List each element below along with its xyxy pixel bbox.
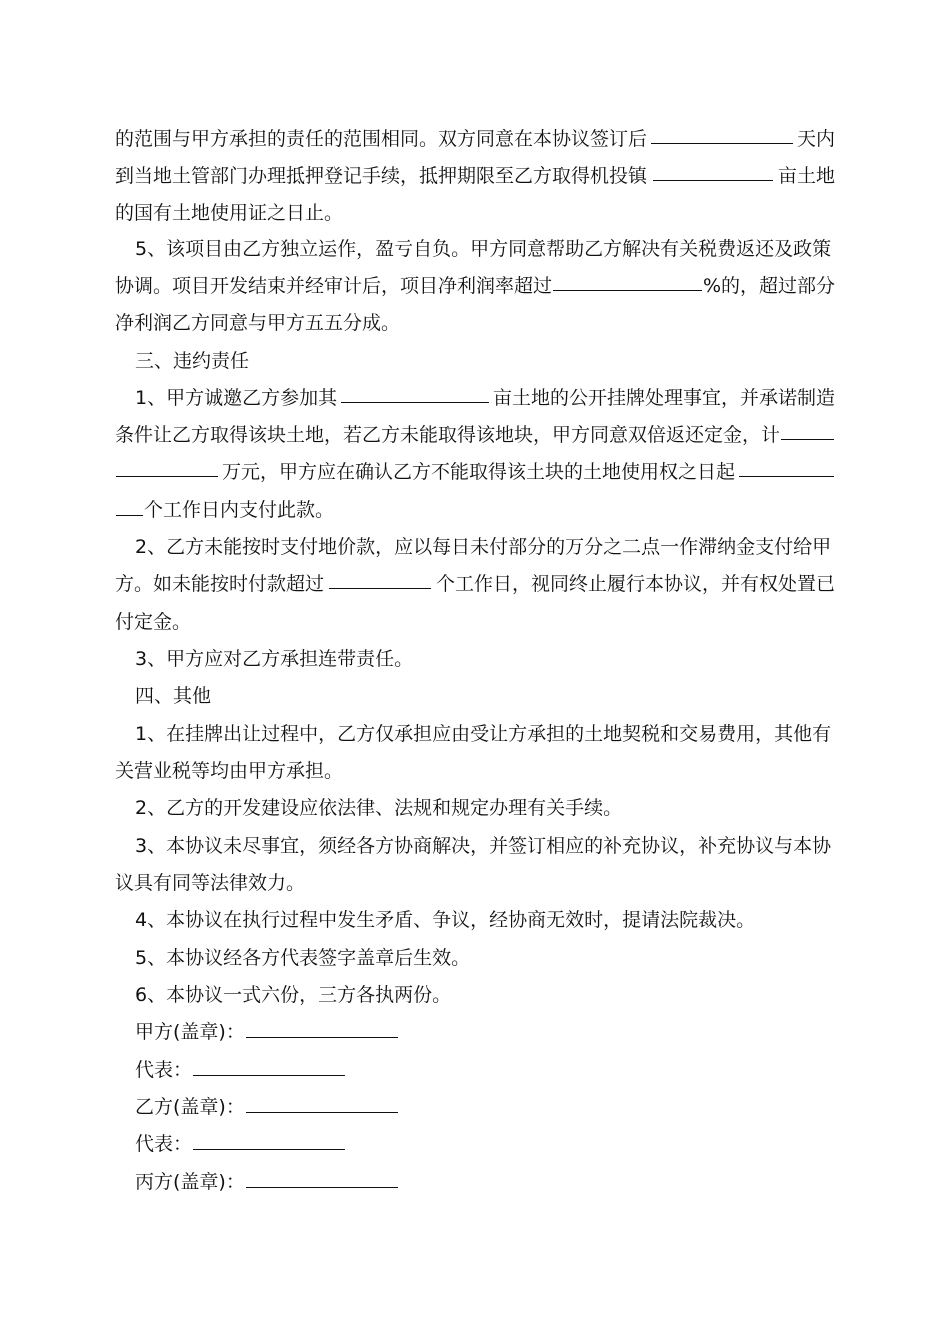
signature-line-representative xyxy=(135,1056,835,1084)
text-line xyxy=(135,235,835,263)
signature-blank[interactable] xyxy=(246,1019,398,1038)
text-line xyxy=(135,384,835,412)
text-line xyxy=(135,981,835,1009)
text-segment: 4、本协议在执行过程中发生矛盾、争议，经协商无效时，提请法院裁决。 xyxy=(135,909,756,931)
text-segment: 万元，甲方应在确认乙方不能取得该土块的土地使用权之日起 xyxy=(221,461,735,483)
signature-label: 代表： xyxy=(135,1059,193,1081)
text-line xyxy=(135,720,835,748)
text-segment: 四、其他 xyxy=(135,685,212,707)
signature-label: 甲方(盖章)： xyxy=(135,1021,245,1043)
text-segment: 2、乙方未能按时支付地价款，应以每日未付部分的万分之二点一作滞纳金支付给甲 xyxy=(135,536,832,558)
section-heading xyxy=(135,347,835,375)
fill-in-blank[interactable] xyxy=(116,497,143,516)
fill-in-blank[interactable] xyxy=(553,272,702,291)
text-segment: 议具有同等法律效力。 xyxy=(115,872,306,894)
text-line xyxy=(135,533,835,561)
text-line xyxy=(115,309,835,337)
text-segment: 的国有土地使用证之日止。 xyxy=(115,202,344,224)
text-line xyxy=(135,832,835,860)
fill-in-blank[interactable] xyxy=(653,162,773,181)
text-segment: 个工作日，视同终止履行本协议，并有权处置已 xyxy=(435,573,835,595)
text-segment: 的范围与甲方承担的责任的范围相同。双方同意在本协议签订后 xyxy=(115,128,648,150)
text-segment: 方。如未能按时付款超过 xyxy=(115,573,325,595)
text-line xyxy=(115,421,835,449)
text-segment: 1、甲方诚邀乙方参加其 xyxy=(135,387,338,409)
section-heading xyxy=(135,682,835,710)
text-line xyxy=(115,125,835,153)
text-segment: 1、在挂牌出让过程中，乙方仅承担应由受让方承担的土地契税和交易费用，其他有 xyxy=(135,723,832,745)
text-segment: 付定金。 xyxy=(115,611,192,633)
signature-blank[interactable] xyxy=(193,1057,345,1076)
text-segment: 亩土地 xyxy=(777,165,835,187)
text-line xyxy=(135,906,835,934)
fill-in-blank[interactable] xyxy=(116,458,218,477)
text-segment: 到当地土管部门办理抵押登记手续，抵押期限至乙方取得机投镇 xyxy=(115,165,648,187)
text-line xyxy=(115,272,835,300)
fill-in-blank[interactable] xyxy=(781,421,834,440)
text-line xyxy=(115,162,835,190)
text-segment: 亩土地的公开挂牌处理事宜，并承诺制造 xyxy=(492,387,835,409)
signature-blank[interactable] xyxy=(246,1094,398,1113)
text-line xyxy=(135,794,835,822)
text-line xyxy=(115,496,835,524)
fill-in-blank[interactable] xyxy=(739,458,834,477)
text-segment: %的，超过部分 xyxy=(702,275,835,297)
text-line xyxy=(115,199,835,227)
text-segment: 条件让乙方取得该块土地，若乙方未能取得该地块，甲方同意双倍返还定金，计 xyxy=(115,424,781,446)
signature-blank[interactable] xyxy=(193,1131,345,1150)
text-segment: 个工作日内支付此款。 xyxy=(144,499,335,521)
text-segment: 2、乙方的开发建设应依法律、法规和规定办理有关手续。 xyxy=(135,797,623,819)
text-segment: 6、本协议一式六份，三方各执两份。 xyxy=(135,984,452,1006)
text-line xyxy=(115,570,835,598)
text-line xyxy=(115,757,835,785)
text-segment: 协调。项目开发结束并经审计后，项目净利润率超过 xyxy=(115,275,553,297)
signature-label: 丙方(盖章)： xyxy=(135,1171,245,1193)
text-segment: 三、违约责任 xyxy=(135,350,250,372)
text-line xyxy=(115,869,835,897)
signature-line-party-b xyxy=(135,1093,835,1121)
signature-label: 乙方(盖章)： xyxy=(135,1096,245,1118)
text-segment: 净利润乙方同意与甲方五五分成。 xyxy=(115,312,401,334)
text-segment: 关营业税等均由甲方承担。 xyxy=(115,760,344,782)
text-segment: 3、本协议未尽事宜，须经各方协商解决，并签订相应的补充协议，补充协议与本协 xyxy=(135,835,832,857)
text-segment: 5、该项目由乙方独立运作，盈亏自负。甲方同意帮助乙方解决有关税费返还及政策 xyxy=(135,238,832,260)
text-line xyxy=(135,944,835,972)
text-segment: 5、本协议经各方代表签字盖章后生效。 xyxy=(135,947,471,969)
text-line xyxy=(135,645,835,673)
text-segment: 天内 xyxy=(796,128,835,150)
signature-line-party-c xyxy=(135,1168,835,1196)
fill-in-blank[interactable] xyxy=(329,570,431,589)
text-segment: 3、甲方应对乙方承担连带责任。 xyxy=(135,648,414,670)
signature-line-party-a xyxy=(135,1018,835,1046)
text-line xyxy=(115,608,835,636)
fill-in-blank[interactable] xyxy=(651,125,793,144)
signature-line-representative xyxy=(135,1130,835,1158)
text-line xyxy=(115,458,835,486)
fill-in-blank[interactable] xyxy=(341,384,489,403)
signature-label: 代表： xyxy=(135,1133,193,1155)
signature-blank[interactable] xyxy=(246,1169,398,1188)
